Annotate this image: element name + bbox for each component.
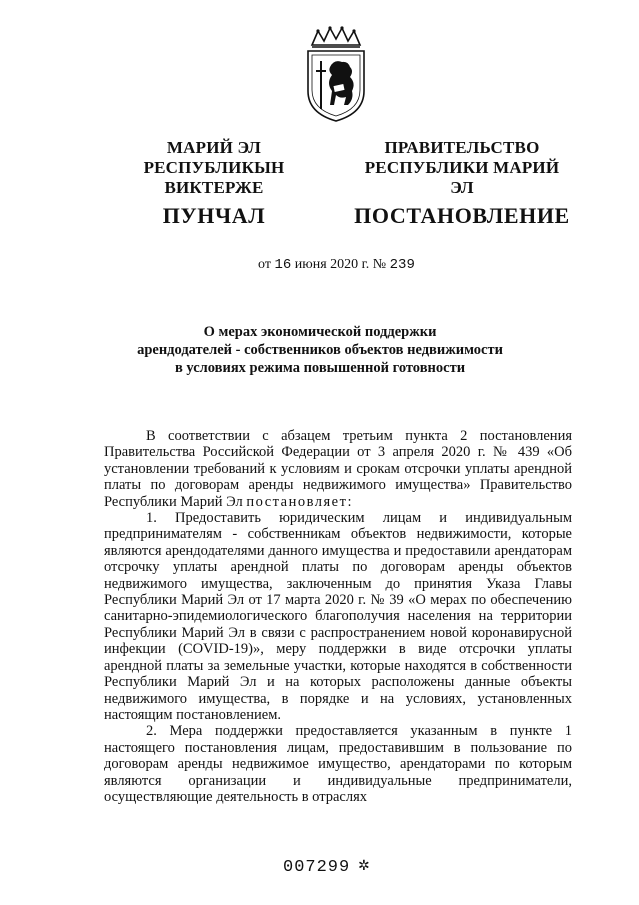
intro-paragraph: [104, 428, 572, 510]
header-left-line1: МАРИЙ ЭЛ РЕСПУБЛИКЫН: [143, 138, 285, 177]
header-left-line2: ВИКТЕРЖЕ: [164, 178, 264, 197]
document-body: [104, 428, 572, 805]
date-day: 16: [274, 257, 292, 273]
title-line1: О мерах экономической поддержки: [203, 324, 437, 340]
header-right-line1: ПРАВИТЕЛЬСТВО: [384, 138, 540, 157]
date-prefix: от: [258, 257, 271, 272]
header-right-doc-type: ПОСТАНОВЛЕНИЕ: [354, 203, 570, 228]
decree-word: постановляет:: [246, 493, 353, 510]
item-1-paragraph: 1. Предоставить юридическим лицам и индивидуальным предпринимателям - собственникам объектов недвижимости, которые являются арендодателями данного имущества и предоставили арендаторам отсрочку уплаты арендной платы по договорам аренды объектов недвижимого имущества, заключенным до принятия Указа Главы Республики Марий Эл от 17 марта 2020 г. № 39 «О мерах по обеспечению санитарно-эпидемиологического благополучия населения на территории Республики Марий Эл в связи с распространением новой коронавирусной инфекции (COVID-19)», меру поддержки в виде отсрочки уплаты арендной платы за земельные участки, которые находятся в собственности Республики Марий Эл и на которых расположены данные объекты недвижимого имущества, в порядке и на условиях, установленных настоящим постановлением.: [104, 510, 572, 723]
date-month-year: июня 2020 г. №: [294, 257, 387, 272]
intro-text: В соответствии с абзацем третьим пункта 2 постановления Правительства Российской Федерации от 3 апреля 2020 г. № 439 «Об установлении требований к условиям и срокам отсрочки уплаты арендной платы по договорам аренды недвижимого имущества» Правительство Республики Марий Эл: [104, 428, 572, 510]
document-number: 239: [389, 257, 415, 273]
header-right-line2: РЕСПУБЛИКИ МАРИЙ ЭЛ: [364, 158, 560, 197]
mari-el-coat-of-arms-icon: [300, 25, 372, 123]
header-right-block: [352, 138, 572, 230]
document-title: [100, 323, 540, 377]
date-line: [258, 257, 415, 273]
header-left-block: [96, 138, 332, 230]
header-left-doc-type: ПУНЧАЛ: [162, 203, 266, 228]
title-line3: в условиях режима повышенной готовности: [174, 360, 466, 376]
asterisk-mark-icon: ✲: [358, 859, 370, 874]
title-line2: арендодателей - собственников объектов недвижимости: [137, 342, 503, 358]
serial-number: 007299: [283, 858, 351, 877]
item-2-paragraph: 2. Мера поддержки предоставляется указанным в пункте 1 настоящего постановления лицам, предоставившим в пользование по договорам аренды недвижимое имущество, арендаторами по которым являются организации и индивидуальные предприниматели, осуществляющие деятельность в отраслях: [104, 723, 572, 805]
